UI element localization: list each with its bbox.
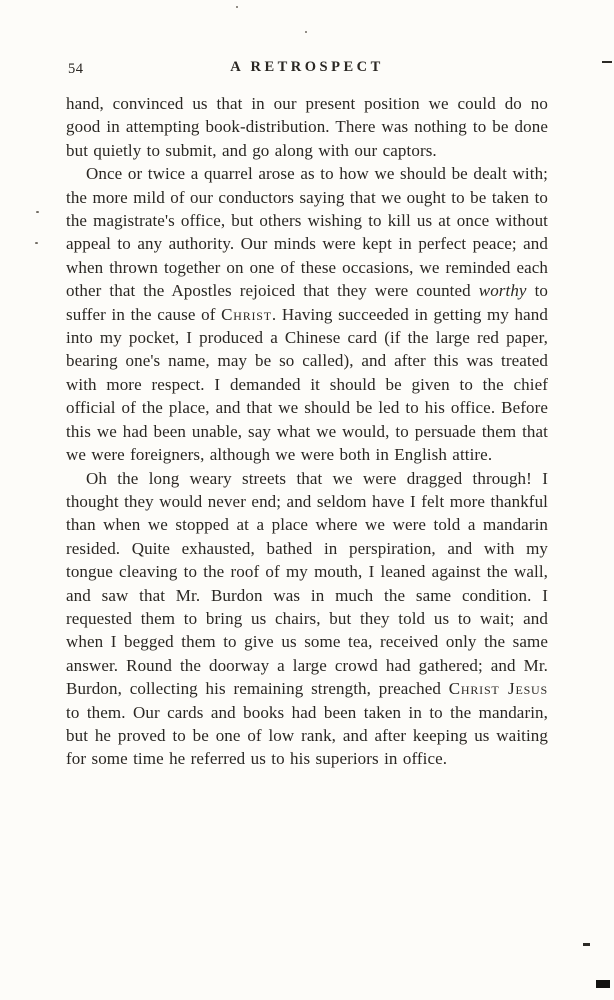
text-run: hand, convinced us that in our present position we could do no good in attempting book-distribution. There was nothing to be done but quietly to submit, and go along with our captors. [66, 94, 548, 160]
scan-speck [305, 31, 307, 33]
text-run: to suffer in the cause of [66, 281, 548, 324]
scan-mark [583, 943, 590, 946]
text-block [66, 56, 548, 771]
scan-mark [602, 61, 612, 63]
paragraph [66, 92, 548, 162]
text-run: Once or twice a quarrel arose as to how we should be dealt with; the more mild of our conductors saying that we ought to be taken to the magistrate's office, but others wishing to kill us at once without appeal to any authority. Our minds were kept in perfect peace; and when thrown together on one of these occasions, we reminded each other that the Apostles rejoiced that they were counted [66, 164, 548, 301]
smallcaps-text-run: Christ [221, 304, 272, 324]
page-header [66, 56, 548, 82]
body-text [66, 92, 548, 771]
paragraph [66, 467, 548, 771]
text-run: Oh the long weary streets that we were dragged through! I thought they would never end; and seldom have I felt more thankful than when we stopped at a place where we were told a mandarin resided. Quite exhausted, bathed in perspiration, and with my tongue cleaving to the roof of my mouth, I leaned against the wall, and saw that Mr. Burdon was in much the same condition. I requested them to bring us chairs, but they told us to wait; and when I begged them to give us some tea, received only the same answer. Round the doorway a large crowd had gathered; and Mr. Burdon, collecting his remaining strength, preached [66, 468, 548, 699]
scan-speck [35, 242, 38, 244]
italic-text-run: worthy [478, 281, 527, 301]
running-title: A RETROSPECT [230, 59, 384, 75]
paragraph [66, 162, 548, 466]
smallcaps-text-run: Christ Jesus [448, 679, 548, 699]
scan-speck [36, 211, 39, 213]
scan-speck [236, 6, 238, 8]
text-run: . Having succeeded in getting my hand into my pocket, I produced a Chinese card (if the large red paper, bearing one's name, may be so called), and after this was treated with more respect. I demanded it should be given to the chief official of the place, and that we should be led to his office. Before this we had been unable, say what we would, to persuade them that we were foreigners, although we were both in English attire. [66, 304, 549, 465]
scan-mark [596, 980, 610, 988]
text-run: to them. Our cards and books had been taken in to the mandarin, but he proved to be one of low rank, and after keeping us waiting for some time he referred us to his superiors in office. [66, 702, 548, 769]
page-number: 54 [68, 61, 84, 77]
